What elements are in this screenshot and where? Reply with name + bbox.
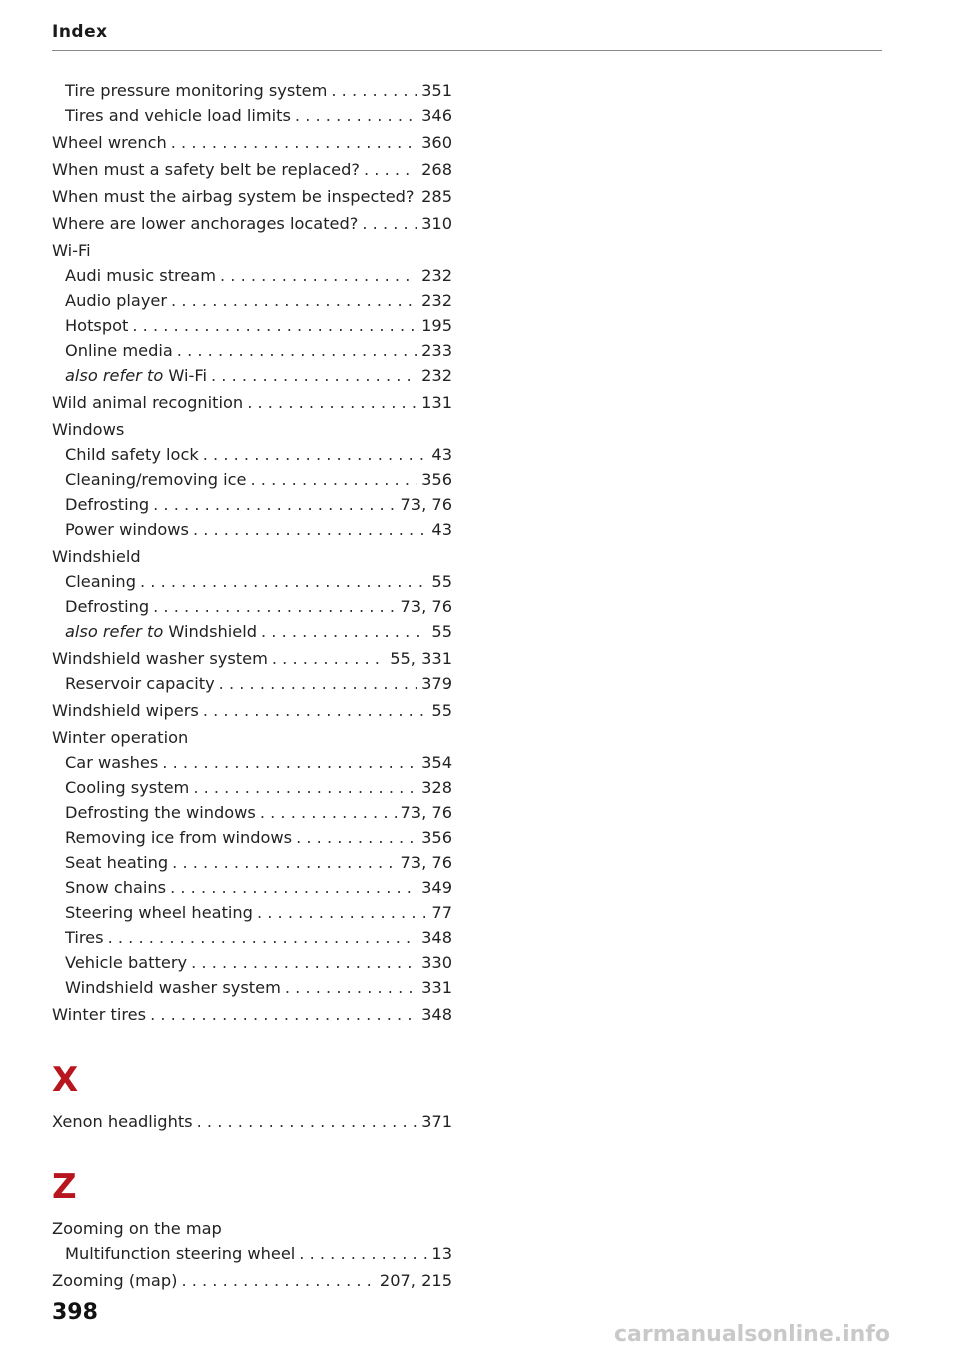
page-title: Index bbox=[52, 22, 108, 42]
entry-page: 356 bbox=[421, 828, 452, 847]
entry-page: 73, 76 bbox=[400, 853, 452, 872]
entry-label bbox=[65, 619, 257, 644]
entry-text: Wi-Fi bbox=[52, 241, 91, 260]
entry-text: Cleaning/removing ice bbox=[65, 470, 247, 489]
index-column bbox=[52, 78, 452, 1293]
index-entry bbox=[52, 211, 452, 236]
dot-leader bbox=[364, 157, 417, 182]
entry-text: Windshield bbox=[52, 547, 141, 566]
dot-leader bbox=[193, 517, 427, 542]
entry-label bbox=[65, 263, 216, 288]
entry-page: 356 bbox=[421, 470, 452, 489]
entry-label bbox=[52, 725, 188, 750]
index-entry bbox=[52, 467, 452, 492]
entry-text: Windshield washer system bbox=[52, 649, 268, 668]
dot-leader bbox=[172, 850, 396, 875]
entry-page: 379 bbox=[421, 674, 452, 693]
dot-leader bbox=[285, 975, 417, 1000]
entry-page: 331 bbox=[421, 978, 452, 997]
index-entry bbox=[52, 698, 452, 723]
dot-leader bbox=[177, 338, 417, 363]
entry-label bbox=[52, 698, 199, 723]
entry-text: Where are lower anchorages located? bbox=[52, 214, 359, 233]
entry-label bbox=[65, 1241, 295, 1266]
entry-label bbox=[52, 1002, 146, 1027]
entry-label bbox=[52, 211, 358, 236]
entry-label bbox=[65, 363, 207, 388]
entry-label bbox=[52, 238, 91, 263]
entry-text: Hotspot bbox=[65, 316, 129, 335]
index-entry bbox=[52, 875, 452, 900]
dot-leader bbox=[171, 130, 417, 155]
dot-leader bbox=[197, 1109, 417, 1134]
entry-label bbox=[65, 925, 104, 950]
dot-leader bbox=[153, 594, 396, 619]
index-entry bbox=[52, 825, 452, 850]
entry-page: 348 bbox=[421, 928, 452, 947]
index-entry bbox=[52, 594, 452, 619]
entry-page: 195 bbox=[421, 316, 452, 335]
entry-page: 354 bbox=[421, 753, 452, 772]
entry-text: When must the airbag system be inspected? bbox=[52, 187, 415, 206]
entry-label bbox=[65, 594, 149, 619]
dot-leader bbox=[257, 900, 427, 925]
entry-label bbox=[65, 900, 253, 925]
entry-page: 207, 215 bbox=[379, 1271, 452, 1290]
dot-leader bbox=[170, 875, 417, 900]
index-entry bbox=[52, 390, 452, 415]
entry-label bbox=[65, 517, 189, 542]
entry-text: Reservoir capacity bbox=[65, 674, 215, 693]
header-divider bbox=[52, 50, 882, 51]
entry-page: 351 bbox=[421, 81, 452, 100]
entry-label bbox=[65, 750, 158, 775]
entry-page: 232 bbox=[421, 366, 452, 385]
index-entry bbox=[52, 950, 452, 975]
entry-text: Cooling system bbox=[65, 778, 190, 797]
index-entry bbox=[52, 750, 452, 775]
index-entry bbox=[52, 725, 452, 750]
watermark: carmanualsonline.info bbox=[614, 1322, 890, 1347]
dot-leader bbox=[193, 775, 417, 800]
entry-label bbox=[65, 338, 173, 363]
entry-text: Wheel wrench bbox=[52, 133, 167, 152]
entry-text: Tires and vehicle load limits bbox=[65, 106, 291, 125]
entry-label bbox=[65, 850, 168, 875]
dot-leader bbox=[296, 825, 417, 850]
entry-text: Audio player bbox=[65, 291, 168, 310]
entry-page: 43 bbox=[431, 520, 452, 539]
index-entry bbox=[52, 975, 452, 1000]
dot-leader bbox=[191, 950, 417, 975]
entry-text: Windshield washer system bbox=[65, 978, 281, 997]
entry-label bbox=[65, 569, 136, 594]
entry-text: Cleaning bbox=[65, 572, 136, 591]
index-entry bbox=[52, 238, 452, 263]
index-entry bbox=[52, 800, 452, 825]
index-entry bbox=[52, 363, 452, 388]
entry-label bbox=[65, 442, 199, 467]
entry-page: 73, 76 bbox=[400, 803, 452, 822]
entry-text: Tires bbox=[65, 928, 104, 947]
entry-text: Car washes bbox=[65, 753, 159, 772]
dot-leader bbox=[295, 103, 417, 128]
index-entry bbox=[52, 1216, 452, 1241]
dot-leader bbox=[181, 1268, 375, 1293]
dot-leader bbox=[150, 1002, 417, 1027]
entry-text: Removing ice from windows bbox=[65, 828, 293, 847]
entry-text: Child safety lock bbox=[65, 445, 199, 464]
index-entry bbox=[52, 157, 452, 182]
entry-label bbox=[65, 800, 256, 825]
index-entry bbox=[52, 646, 452, 671]
entry-text: Defrosting bbox=[65, 495, 150, 514]
index-entry bbox=[52, 417, 452, 442]
entry-page: 330 bbox=[421, 953, 452, 972]
index-entry bbox=[52, 492, 452, 517]
index-entry bbox=[52, 130, 452, 155]
dot-leader bbox=[153, 492, 396, 517]
entry-page: 55, 331 bbox=[390, 649, 452, 668]
entry-page: 348 bbox=[421, 1005, 452, 1024]
dot-leader bbox=[362, 211, 417, 236]
index-list-w bbox=[52, 78, 452, 1027]
entry-page: 232 bbox=[421, 291, 452, 310]
index-entry bbox=[52, 517, 452, 542]
section-letter-x: X bbox=[52, 1060, 79, 1100]
entry-page: 232 bbox=[421, 266, 452, 285]
index-entry bbox=[52, 544, 452, 569]
dot-leader bbox=[132, 313, 417, 338]
entry-label bbox=[52, 1268, 177, 1293]
page-number: 398 bbox=[52, 1300, 98, 1325]
entry-text: Multifunction steering wheel bbox=[65, 1244, 296, 1263]
index-entry bbox=[52, 1268, 452, 1293]
entry-page: 346 bbox=[421, 106, 452, 125]
entry-label bbox=[65, 103, 291, 128]
entry-label bbox=[65, 950, 187, 975]
entry-page: 55 bbox=[431, 701, 452, 720]
index-entry bbox=[52, 338, 452, 363]
entry-label bbox=[52, 417, 124, 442]
index-entry bbox=[52, 1109, 452, 1134]
entry-text: Windshield bbox=[168, 622, 257, 641]
entry-page: 77 bbox=[431, 903, 452, 922]
cross-reference-prefix: also refer to bbox=[65, 366, 164, 385]
entry-page: 55 bbox=[431, 622, 452, 641]
entry-text: Wi-Fi bbox=[168, 366, 208, 385]
entry-text: Windows bbox=[52, 420, 125, 439]
index-entry bbox=[52, 619, 452, 644]
index-entry bbox=[52, 313, 452, 338]
section-letter-z: Z bbox=[52, 1167, 77, 1207]
entry-text: Windshield wipers bbox=[52, 701, 199, 720]
entry-text: Xenon headlights bbox=[52, 1112, 193, 1131]
entry-text: Wild animal recognition bbox=[52, 393, 244, 412]
entry-text: Zooming on the map bbox=[52, 1219, 222, 1238]
dot-leader bbox=[272, 646, 386, 671]
entry-label bbox=[65, 492, 149, 517]
index-entry bbox=[52, 78, 452, 103]
entry-page: 360 bbox=[421, 133, 452, 152]
entry-text: Defrosting the windows bbox=[65, 803, 256, 822]
entry-label bbox=[65, 313, 128, 338]
entry-label bbox=[65, 825, 292, 850]
entry-page: 131 bbox=[421, 393, 452, 412]
entry-label bbox=[65, 975, 281, 1000]
entry-page: 371 bbox=[421, 1112, 452, 1131]
index-list-x bbox=[52, 1109, 452, 1134]
entry-text: Online media bbox=[65, 341, 173, 360]
dot-leader bbox=[108, 925, 418, 950]
dot-leader bbox=[299, 1241, 427, 1266]
entry-label bbox=[52, 1109, 193, 1134]
dot-leader bbox=[247, 390, 417, 415]
entry-page: 285 bbox=[421, 187, 452, 206]
entry-text: Tire pressure monitoring system bbox=[65, 81, 328, 100]
entry-page: 73, 76 bbox=[400, 495, 452, 514]
entry-label bbox=[52, 184, 415, 209]
entry-text: Winter tires bbox=[52, 1005, 147, 1024]
entry-page: 13 bbox=[431, 1244, 452, 1263]
entry-label bbox=[65, 875, 166, 900]
entry-text: Power windows bbox=[65, 520, 189, 539]
entry-page: 43 bbox=[431, 445, 452, 464]
entry-page: 310 bbox=[421, 214, 452, 233]
entry-label bbox=[52, 1216, 222, 1241]
entry-text: Steering wheel heating bbox=[65, 903, 253, 922]
entry-label bbox=[52, 130, 167, 155]
index-entry bbox=[52, 184, 452, 209]
entry-text: Defrosting bbox=[65, 597, 150, 616]
dot-leader bbox=[260, 800, 397, 825]
dot-leader bbox=[162, 750, 417, 775]
dot-leader bbox=[203, 698, 428, 723]
entry-label bbox=[52, 646, 268, 671]
index-entry bbox=[52, 1241, 452, 1266]
dot-leader bbox=[261, 619, 427, 644]
index-entry bbox=[52, 263, 452, 288]
index-entry bbox=[52, 671, 452, 696]
index-entry bbox=[52, 103, 452, 128]
dot-leader bbox=[140, 569, 427, 594]
entry-page: 328 bbox=[421, 778, 452, 797]
index-entry bbox=[52, 925, 452, 950]
index-entry bbox=[52, 1002, 452, 1027]
entry-label bbox=[52, 157, 360, 182]
entry-text: Seat heating bbox=[65, 853, 169, 872]
entry-text: Winter operation bbox=[52, 728, 189, 747]
index-entry bbox=[52, 900, 452, 925]
entry-page: 73, 76 bbox=[400, 597, 452, 616]
index-entry bbox=[52, 442, 452, 467]
entry-label bbox=[65, 671, 215, 696]
entry-text: When must a safety belt be replaced? bbox=[52, 160, 361, 179]
dot-leader bbox=[203, 442, 428, 467]
entry-label bbox=[65, 78, 327, 103]
entry-label bbox=[52, 544, 141, 569]
entry-text: Snow chains bbox=[65, 878, 167, 897]
entry-text: Audi music stream bbox=[65, 266, 216, 285]
entry-label bbox=[65, 288, 167, 313]
entry-page: 349 bbox=[421, 878, 452, 897]
entry-text: Vehicle battery bbox=[65, 953, 188, 972]
dot-leader bbox=[250, 467, 417, 492]
index-entry bbox=[52, 288, 452, 313]
entry-label bbox=[65, 467, 246, 492]
entry-page: 55 bbox=[431, 572, 452, 591]
index-entry bbox=[52, 850, 452, 875]
index-list-z bbox=[52, 1216, 452, 1293]
entry-page: 268 bbox=[421, 160, 452, 179]
cross-reference-prefix: also refer to bbox=[65, 622, 164, 641]
entry-text: Zooming (map) bbox=[52, 1271, 178, 1290]
index-entry bbox=[52, 569, 452, 594]
index-entry bbox=[52, 775, 452, 800]
entry-label bbox=[65, 775, 189, 800]
dot-leader bbox=[219, 671, 417, 696]
dot-leader bbox=[211, 363, 417, 388]
entry-page: 233 bbox=[421, 341, 452, 360]
dot-leader bbox=[331, 78, 417, 103]
dot-leader bbox=[171, 288, 417, 313]
entry-label bbox=[52, 390, 243, 415]
dot-leader bbox=[220, 263, 417, 288]
